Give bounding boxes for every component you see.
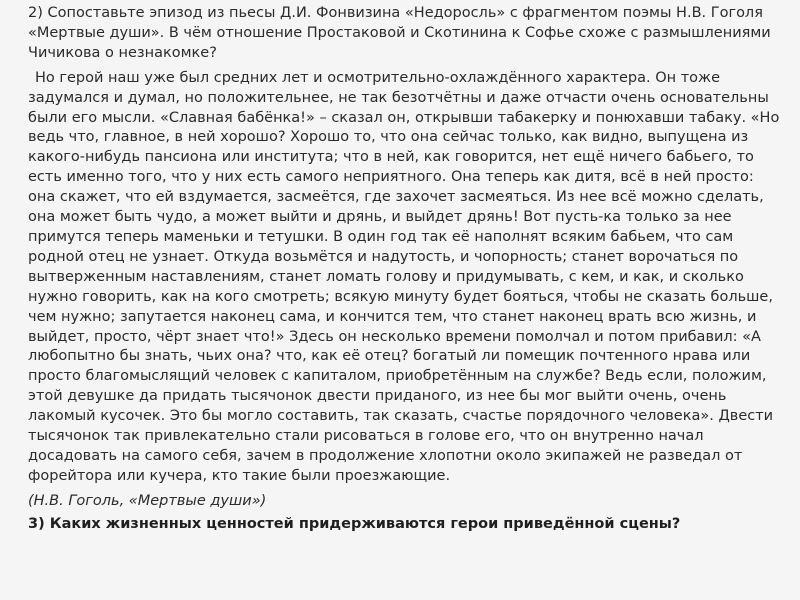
source-citation: (Н.В. Гоголь, «Мертвые души»)	[28, 492, 267, 509]
gogol-excerpt: Но герой наш уже был средних лет и осмотрительно-охлаждённого характера. Он тоже задумался и думал, но положительнее, не так безотчётны и даже отчасти очень основательны были его мысли. «Славная бабёнка!» – сказал он, открывши табакерку и понюхавши табаку. «Но ведь что, главное, в ней хорошо? Хорошо то, что она сейчас только, как видно, выпущена из какого-нибудь пансиона или института; что в ней, как говорится, нет ещё ничего бабьего, то есть именно того, что у них есть самого неприятного. Она теперь как дитя, всё в ней просто: она скажет, что ей вздумается, засмеётся, где захочет засмеяться. Из нее всё можно сделать, она может быть чудо, а может выйти и дрянь, и выйдет дрянь! Вот пусть-ка только за нее примутся теперь маменьки и тетушки. В один год так её наполнят всяким бабьем, что сам родной отец не узнает. Откуда возьмётся и надутость, и чопорность; станет ворочаться по вытверженным наставлениям, станет ломать голову и придумывать, с кем, и как, и сколько нужно говорить, как на кого смотреть; всякую минуту будет бояться, чтобы не сказать больше, чем нужно; запутается наконец сама, и кончится тем, что станет наконец врать всю жизнь, и выйдет, просто, чёрт знает что!» Здесь он несколько времени помолчал и потом прибавил: «А любопытно бы знать, чьих она? что, как её отец? богатый ли помещик почтенного нрава или просто благомыслящий человек с капиталом, приобретённым на службе? Ведь если, положим, этой девушке да придать тысячонок двести приданого, из нее бы мог выйти очень, очень лакомый кусочек. Это бы могло составить, так сказать, счастье порядочного человека». Двести тысячонок так привлекательно стали рисоваться в голове его, что он внутренно начал досадовать на самого себя, зачем в продолжение хлопотни около экипажей не разведал от форейтора или кучера, кто такие были проезжающие.	[28, 69, 780, 484]
question-3-text: 3) Каких жизненных ценностей придерживаются герои приведённой сцены?	[28, 515, 681, 532]
task-2-text: 2) Сопоставьте эпизод из пьесы Д.И. Фонвизина «Недоросль» с фрагментом поэмы Н.В. Гоголя «Мертвые души». В чём отношение Простаковой и Скотинина к Софье схоже с размышлениями Чичикова о незнакомке?	[28, 5, 771, 61]
